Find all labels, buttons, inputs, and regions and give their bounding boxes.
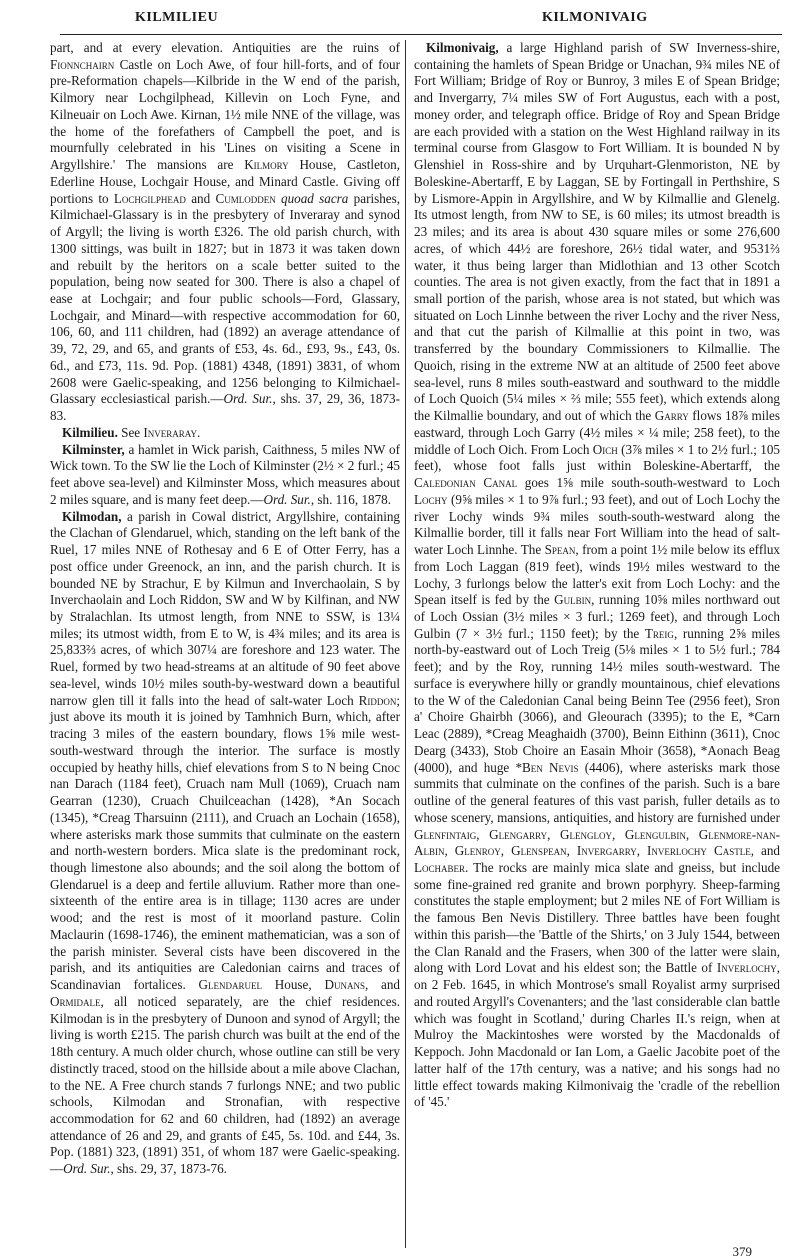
entry-kilmonivaig: Kilmonivaig, a large Highland parish of SW Inverness-shire, containing the hamlets of Spean Bridge or Unachan, 9¾ miles NE of Fort William; Bridge of Roy or Bunroy, 3 miles E of Spean Bridge; and Invergarry, 7¼ miles SW of Fort Augustus, each with a post, money order, and telegraph office. Bridge of Roy and Spean Bridge are each provided with a station on the West Highland railway in its terminal course from Glasgow to Fort William. It is bounded N by Glenshiel in Ross-shire and by Urquhart-Glenmoriston, NE by Boleskine-Abertarff, E by Laggan, SE by Fortingall in Perthshire, S by Lismore-Appin in Argyllshire, and W by Kilmallie and Glenelg. Its utmost length, from NW to SE, is 60 miles; its utmost breadth is 23 miles; and its area is about 430 square miles or some 276,600 acres, of which 44½ are foreshore, 26½ tidal water, and 9531⅔ water, it thus being larger than Midlothian and 13 other Scotch counties. The area is not given exactly, from the fact that in 1891 a small portion of the parish, whose area is not stated, but which was situated on Loch Linnhe between the river Lochy and the river Ness, and that cut the parish of Kilmallie at this point in two, was transferred by the boundary Commissioners to Kilmallie. The Quoich, rising in the extreme NW at an altitude of 2500 feet above sea-level, runs 8 miles south-eastward and southward to the middle of Loch Quoich (5¼ miles × ⅔ mile; 555 feet), which extends along the Kilmallie boundary, and out of which the Garry flows 18⅞ miles eastward, through Loch Garry (4½ miles × ¼ mile; 258 feet), to the middle of Loch Oich. From Loch Oich (3⅞ miles × 1 to 2½ furl.; 105 feet), whose foot falls just within Boleskine-Abertarff, the Caledonian Canal goes 1⅝ mile south-south-westward to Loch Lochy (9⅝ miles × 1 to 9⅞ furl.; 93 feet), and out of Loch Lochy the river Lochy winds 9¾ miles south-south-westward along the Kilmallie border, till it falls near Fort William into the head of salt-water Loch Linnhe. The Spean, from a point 1½ mile below its efflux from Loch Laggan (819 feet), winds 19½ miles westward to the Lochy, 3 furlongs below the latter's exit from Loch Lochy: and the Spean itself is fed by the Gulbin, running 10⅝ miles northward out of Loch Ossian (3½ miles × 3 furl.; 1269 feet), and through Loch Gulbin (7 × 3½ furl.; 1150 feet); by the Treig, running 2⅝ miles north-by-eastward out of Loch Treig (5⅛ miles × 1 to 5½ furl.; 784 feet); and by the Roy, running 14½ miles south-westward. The surface is everywhere hilly or grandly mountainous, chief elevations to the W of the Caledonian Canal being Beinn Tee (2956 feet), Sron a' Choire Ghairbh (3066), and Gleourach (3395); to the E, *Carn Leac (2889), *Creag Meaghaidh (3700), Beinn Eithinn (3611), Cnoc Dearg (3433), Stob Choire an Easain Mhoir (3658), *Aonach Beag (4000), and huge *Ben Nevis (4406), where asterisks mark those summits that culminate on the confines of the parish. Such is a bare outline of the general features of this vast parish, fuller details as to whose scenery, mansions, antiquities, and history are furnished under Glenfintaig, Glengarry, Glengloy, Glengulbin, Glenmore-nan-Albin, Glenroy, Glenspean, Invergarry, Inverlochy Castle, and Lochaber. The rocks are mainly mica slate and gneiss, but include some fine-grained red granite and brown porphyry. Sheep-farming constitutes the staple employment; but 2 miles NE of Fort William is the famous Ben Nevis Distillery. Three battles have been fought within this parish—the 'Battle of the Shirts,' on 3 July 1544, between the Clan Ranald and the Frasers, when 300 of the latter were slain, along with Lord Lovat and his eldest son; the Battle of Inverlochy, on 2 Feb. 1645, in which Montrose's small Royalist army surprised and routed Argyll's Covenanters; and the 'last considerable clan battle which was fought in Scotland,' during Charles II.'s reign, when at Mulroy the Mackintoshes were worsted by the Macdonalds of Keppoch. John Macdonald or Ian Lom, a Gaelic Jacobite poet of the latter half of the 17th century, was a native; and his songs had no little effect towards making Kilmonivaig the 'cradle of the rebellion of '45.' [414, 40, 781, 1110]
headword: Kilmonivaig, [426, 40, 499, 55]
entry-kilminster: Kilminster, a hamlet in Wick parish, Caithness, 5 miles NW of Wick town. To the SW lie the Loch of Kilminster (2½ × 2 furl.; 45 feet above sea-level) and Kilminster Moss, which measures about 2 miles square, and is many feet deep.—Ord. Sur., sh. 116, 1878. [50, 441, 400, 507]
left-column [50, 40, 400, 1178]
column-divider [405, 40, 406, 1248]
headword: Kilmodan, [62, 508, 122, 524]
running-head-left: KILMILIEU [135, 10, 219, 25]
running-head-right: KILMONIVAIG [542, 10, 648, 25]
entry-kilmichael-continued: part, and at every elevation. Antiquities are the ruins of Fionnchairn Castle on Loch Awe, of four hill-forts, and of four pre-Reformation chapels—Kilbride in the W end of the parish, Kilmory near Lochgilphead, Killevin on Loch Fyne, and Kilneuair on Loch Awe. Kirnan, 1½ mile NNE of the village, was the home of the forefathers of Campbell the poet, and is mournfully celebrated in his 'Lines on visiting a Scene in Argyllshire.' The mansions are Kilmory House, Castleton, Ederline House, Lochgair House, and Minard Castle. Giving off portions to Lochgilphead and Cumlodden quoad sacra parishes, Kilmichael-Glassary is in the presbytery of Inveraray and synod of Argyll; the living is worth £326. The old parish church, with 1300 sittings, was built in 1827; but in 1873 it was taken down and rebuilt by the heritors on a scale better suited to the population, being now seated for 300. There is also a chapel of ease at Lochgair; and four public schools—Ford, Glassary, Lochgair, and Minard—with respective accommodation for 60, 106, 60, and 111 children, had (1892) an average attendance of 39, 72, 29, and 65, and grants of £53, 4s. 6d., £93, 9s., £43, 0s. 6d., and £73, 11s. 9d. Pop. (1881) 4348, (1891) 3831, of whom 2608 were Gaelic-speaking, and 1256 belonging to Kilmichael-Glassary ecclesiastical parish.—Ord. Sur., shs. 37, 29, 36, 1873-83. [50, 40, 401, 424]
page-number: 379 [732, 1244, 752, 1259]
page-header [0, 10, 800, 36]
header-rule [60, 34, 782, 35]
right-column [414, 40, 780, 1111]
headword: Kilminster, [62, 441, 125, 457]
entry-kilmilieu: Kilmilieu. See Inveraray. [62, 424, 201, 440]
entry-kilmodan: Kilmodan, a parish in Cowal district, Argyllshire, containing the Clachan of Glendaruel, which, standing on the left bank of the Ruel, 17 miles NNE of Rothesay and 6 E of Otter Ferry, has a post office under Greenock, an inn, and the parish church. It is bounded NE by Strachur, E by Kilmun and Inverchaolain, S by Inverchaolain and Loch Riddon, SW and W by Kilfinan, and NW by Stralachlan. Its utmost length, from NNE to SSW, is 13¼ miles; its utmost width, from E to W, is 4¾ miles; and its area is 25,833⅔ acres, of which 307¼ are foreshore and 123 water. The Ruel, formed by two head-streams at an altitude of 90 feet above sea-level, winds 10½ miles south-by-westward down a beautiful narrow glen till it falls into the head of salt-water Loch Riddon; just above its mouth it is joined by Tamhnich Burn, which, after tracing 3 miles of the eastern boundary, flows 1⅝ mile west-south-westward through the interior. The surface is mostly occupied by heathy hills, chief elevations from S to N being Cnoc nan Darach (1184 feet), Cruach nam Mull (1069), Cruach nam Gearran (1230), Cruach Chuilceachan (1428), *An Socach (1345), *Creag Tharsuinn (2111), and Cruach an Lochain (1658), where asterisks mark those summits that culminate on the eastern and north-western borders. Mica slate is the predominant rock, though limestone also abounds; and the soil along the bottom of Glendaruel is a deep and fertile alluvium. Rather more than one-sixteenth of the entire area is in tillage; 1130 acres are under wood; and the rest is most of it moorland pasture. Colin Maclaurin (1698-1746), the eminent mathematician, was a son of the parish minister. Several cists have been discovered in the parish, and its antiquities are Caledonian cairns and traces of Scandinavian fortalices. Glendaruel House, Dunans, and Ormidale, all noticed separately, are the chief residences. Kilmodan is in the presbytery of Dunoon and synod of Argyll; the living is worth £215. The parish church was built at the end of the 18th century. A much older church, whose outline can still be very distinctly traced, stood on the hillside about a mile above Clachan, to the NE. A Free church stands 7 furlongs NNE; and two public schools, Kilmodan and Stronafian, with respective accommodation for 62 and 60 children, had (1892) an average attendance of 26 and 29, and grants of £45, 5s. 10d. and £44, 3s. Pop. (1881) 323, (1891) 351, of whom 187 were Gaelic-speaking.—Ord. Sur., shs. 29, 37, 1873-76. [50, 508, 400, 1177]
headword: Kilmilieu. [62, 424, 118, 440]
